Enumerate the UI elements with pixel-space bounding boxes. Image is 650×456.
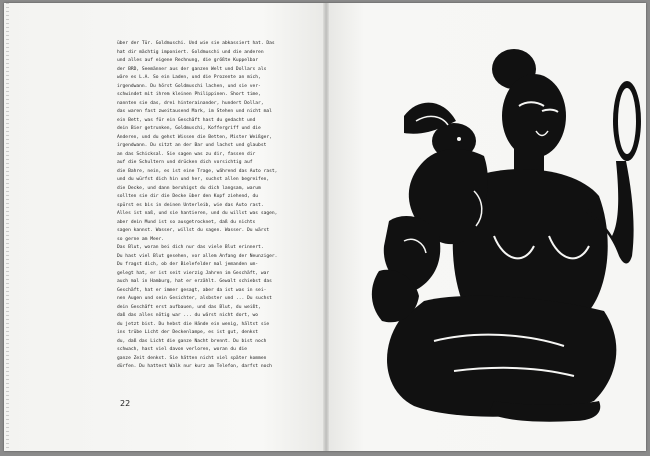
text-line: nen Augen und sein Gesichter, alsbster und ... Du suchst — [117, 296, 272, 301]
text-line: an das Schicksal. Sie sagen was zu dir, fassen dir — [117, 151, 256, 157]
text-line: der BRD, Seemänner aus der ganzen Welt und Dollars als — [117, 66, 267, 72]
papercut-illustration — [344, 21, 644, 441]
text-line: und du würfst dich hin und her, suchst allen begreifen, — [117, 177, 270, 182]
text-line: das waren fast zweitausend Mark, im Stehen und nicht mal — [117, 109, 272, 114]
text-line: nannten sie das, drei hinterainander, hundert Dollar, — [117, 100, 264, 106]
text-line: sagen kannst. Wasser, willst du sagen. Wasser. Du wärst — [117, 228, 270, 233]
text-line: irgendwann. Du sitzt an der Bar und lachst und glaubst — [117, 143, 267, 148]
page-number: 22 — [120, 399, 131, 408]
text-line: ein Bett, was für ein Geschäft hast du gedacht und — [117, 117, 256, 123]
text-line: schwach, hast viel davon verloren, woran du die — [117, 347, 247, 352]
text-line: Geschäft, hat er immer gesagt, aber da ist was in sei- — [117, 287, 267, 293]
text-line: Das Blut, woran bei dich nur das viele Blut erinnert. — [117, 245, 264, 250]
text-line: dürfen. Du hattest Walk nur kurz am Telefon, darfst noch — [117, 364, 272, 369]
text-line: so gerne am Meer. — [117, 236, 165, 242]
text-line: über der Tür. Goldmuschi. Und wie sie abkassiert hat. Das — [117, 41, 275, 46]
text-line: Du hast viel Blut gesehen, vor allem Anfang der Neunziger. — [117, 253, 278, 259]
text-line: hat dir mächtig imponiert. Goldmuschi und die anderen — [117, 49, 264, 55]
text-line: die Bahre, nein, es ist eine Trage, während das Auto rast, — [117, 168, 278, 174]
text-line: schwindet mit ihrem kleinen Philippinen. Short time, — [117, 92, 261, 97]
left-page — [4, 3, 326, 451]
text-line: daß das alles nötig war ... du wärst nicht dort, wo — [117, 313, 259, 318]
text-line: sollten sie dir die Decke über den Kopf ziehend, du — [117, 194, 259, 199]
text-line: Alles ist naß, und sie hantieren, und du willst was sagen, — [117, 211, 278, 216]
page-edge-marks — [6, 3, 9, 451]
text-line: Du fragst dich, ob der Bielefelder mal jemanden um- — [117, 262, 259, 267]
text-line: du, daß das Licht die ganze Nacht brennt. Du bist noch — [117, 338, 267, 344]
text-line: ins trübe Licht der Deckenlampe, es ist gut, denkst — [117, 330, 259, 335]
book-gutter — [323, 3, 329, 451]
text-line: Anderen, und du gehst Wissen die Betten, Mister Weißger, — [117, 134, 272, 140]
text-line: irgendwann. Du hörst Goldmuschi lachen, und sie ver- — [117, 83, 261, 89]
text-line: gelegt hat, er ist seit vierzig Jahren im Geschäft, war — [117, 270, 270, 276]
text-line: aber dein Mund ist so ausgetrocknet, daß du nichts — [117, 219, 256, 225]
body-text — [117, 40, 307, 372]
text-line: du jetzt bist. Du hebst die Hände ein wenig, hältst sie — [117, 321, 270, 327]
text-line: ganze Zeit denkst. Sie hätten nicht viel später kommen — [117, 355, 267, 361]
text-line: dein Bier getrunken, Goldmuschi, Koffergriff und die — [117, 126, 261, 131]
text-line: und alles auf eigene Rechnung, die größte Kuppelbar — [117, 58, 259, 63]
book-spread — [4, 3, 646, 451]
text-line: dein Geschäft erst aufbauen, und das Blut, du weißt, — [117, 304, 261, 310]
text-line: auch mal in Hamburg, hat er erzählt. Gewalt schiebst das — [117, 279, 272, 284]
text-line: spürst es bis in deinen Unterleib, wie das Auto rast. — [117, 202, 264, 208]
text-line: wäre es L.A. So ein Laden, und die Prozente an mich, — [117, 75, 261, 80]
text-line: die Decke, und dann beruhigst du dich langsam, warum — [117, 185, 261, 191]
silhouette-figure — [372, 49, 641, 422]
text-line: auf die Schultern und drücken dich vorsichtig auf — [117, 160, 253, 165]
